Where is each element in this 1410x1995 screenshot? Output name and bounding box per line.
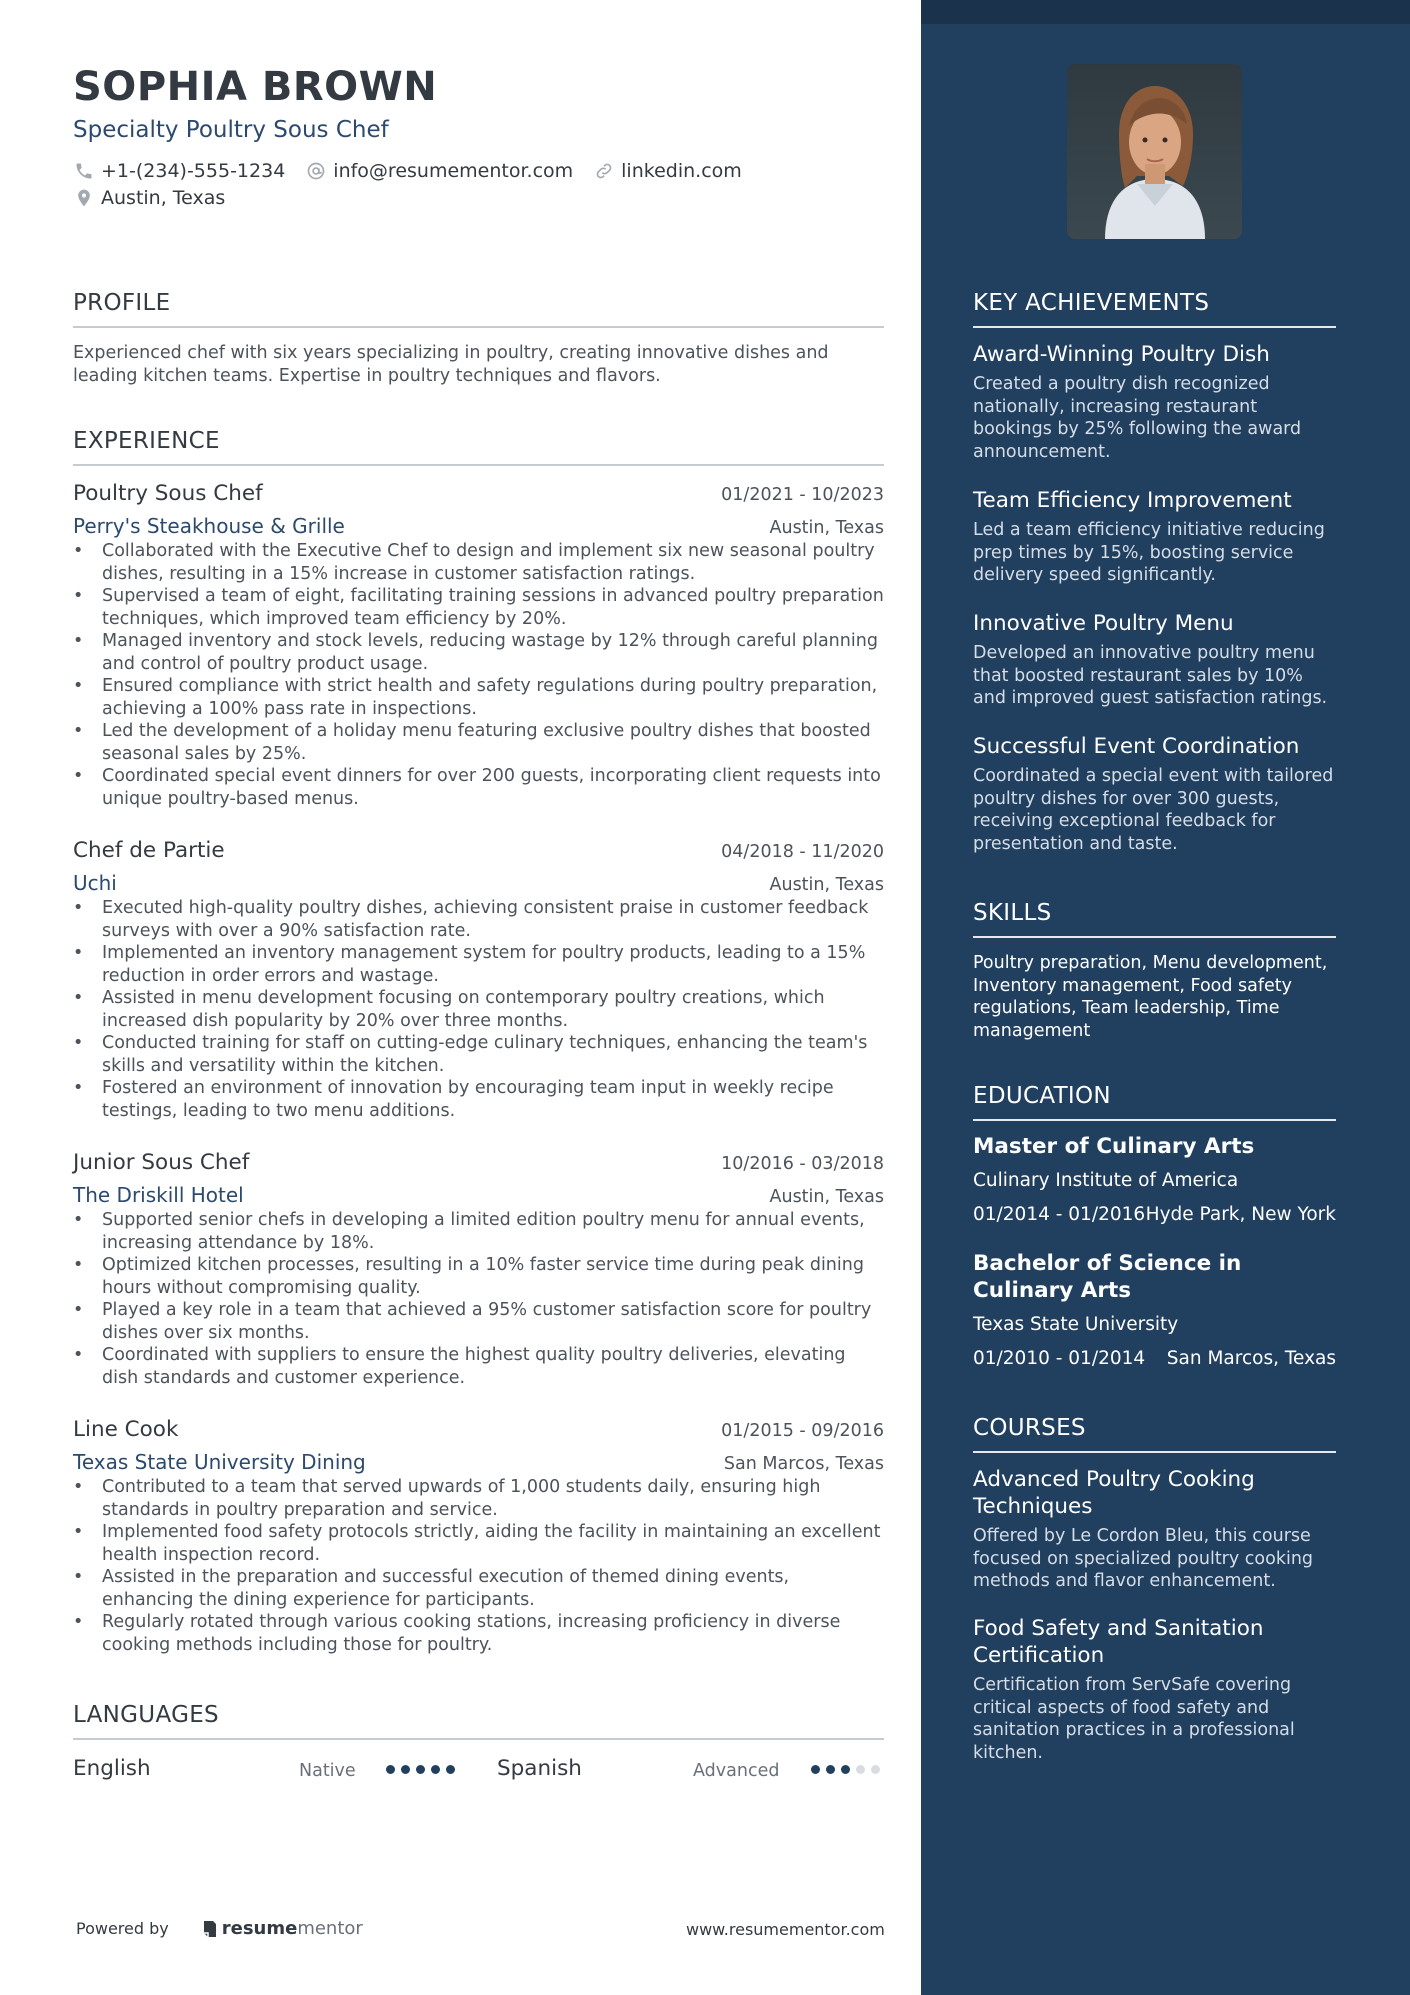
job-dates: 01/2015 - 09/2016 (721, 1421, 884, 1441)
job-bullet: • Conducted training for staff on cutting-edge culinary techniques, enhancing the team's skills and versatility within the kitchen. (73, 1032, 884, 1077)
achievement-desc: Coordinated a special event with tailored poultry dishes for over 300 guests, receiving exceptional feedback for presentation and taste. (973, 766, 1334, 854)
language-name: Spanish (497, 1756, 582, 1781)
job-bullet: • Optimized kitchen processes, resulting in a 10% faster service time during peak dining hours without compromising quality. (73, 1254, 884, 1299)
job-bullet: • Managed inventory and stock levels, reducing wastage by 12% through careful planning and control of poultry product usage. (73, 630, 884, 675)
email-contact[interactable] (305, 160, 573, 182)
course-item (973, 1615, 1336, 1764)
job-bullet: • Assisted in the preparation and successful execution of themed dining events, enhancing the dining experience for participants. (73, 1566, 884, 1611)
language-rating (386, 1765, 461, 1774)
job-title: Line Cook (73, 1417, 179, 1442)
brand-name-bold: resume (221, 1918, 298, 1939)
job-bullet: • Regularly rotated through various cooking stations, increasing proficiency in diverse cooking methods including those for poultry. (73, 1611, 884, 1656)
brand-mark-icon (201, 1919, 219, 1939)
achievement-desc: Led a team efficiency initiative reducing prep times by 15%, boosting service delivery speed significantly. (973, 520, 1325, 585)
education-location: Hyde Park, New York (1145, 1204, 1336, 1225)
course-item (973, 1466, 1336, 1593)
job-entry (73, 1150, 884, 1389)
achievements-heading: KEY ACHIEVEMENTS (973, 290, 1336, 328)
job-bullet: • Collaborated with the Executive Chef to design and implement six new seasonal poultry dishes, resulting in a 15% increase in customer satisfaction ratings. (73, 540, 884, 585)
education-location: San Marcos, Texas (1166, 1348, 1336, 1369)
footer-powered (76, 1918, 363, 1939)
profile-summary: Experienced chef with six years specializing in poultry, creating innovative dishes and leading kitchen teams. Expertise in poultry techniques and flavors. (73, 343, 829, 386)
at-icon (305, 160, 327, 182)
job-bullet: • Supervised a team of eight, facilitating training sessions in advanced poultry preparation techniques, which improved team efficiency by 20%. (73, 585, 884, 630)
education-degree: Master of Culinary Arts (973, 1134, 1255, 1159)
powered-by-text: Powered by (76, 1919, 169, 1938)
job-bullet: • Coordinated with suppliers to ensure the highest quality poultry deliveries, elevating dish standards and customer experience. (73, 1344, 884, 1389)
experience-heading: EXPERIENCE (73, 428, 884, 466)
achievement-title: Successful Event Coordination (973, 734, 1300, 759)
brand-name-light: mentor (297, 1918, 363, 1939)
job-bullets (73, 540, 884, 810)
brand-logo[interactable] (201, 1918, 363, 1939)
education-degree: Bachelor of Science in Culinary Arts (973, 1251, 1242, 1303)
profile-heading: PROFILE (73, 290, 884, 328)
education-item (973, 1133, 1336, 1225)
job-bullet: • Coordinated special event dinners for over 200 guests, incorporating client requests into unique poultry-based menus. (73, 765, 884, 810)
rating-dot-filled (826, 1765, 835, 1774)
language-level: Advanced (693, 1761, 780, 1781)
rating-dot-filled (431, 1765, 440, 1774)
achievement-item (973, 487, 1336, 587)
achievement-item (973, 733, 1336, 855)
candidate-role: Specialty Poultry Sous Chef (73, 117, 389, 143)
job-dates: 04/2018 - 11/2020 (721, 842, 884, 862)
job-title: Chef de Partie (73, 838, 225, 863)
achievement-item (973, 341, 1336, 463)
education-heading: EDUCATION (973, 1083, 1336, 1121)
skills-text: Poultry preparation, Menu development, Inventory management, Food safety regulations, Team leadership, Time management (973, 953, 1328, 1041)
achievement-title: Innovative Poultry Menu (973, 611, 1234, 636)
job-bullet: • Implemented an inventory management system for poultry products, leading to a 15% reduction in order errors and wastage. (73, 942, 884, 987)
job-bullet: • Executed high-quality poultry dishes, achieving consistent praise in customer feedback surveys with over a 90% satisfaction rate. (73, 897, 884, 942)
job-bullet: • Fostered an environment of innovation by encouraging team input in weekly recipe testings, leading to two menu additions. (73, 1077, 884, 1122)
location-contact (73, 187, 225, 209)
rating-dot-filled (811, 1765, 820, 1774)
location-text: Austin, Texas (101, 187, 226, 209)
footer-website[interactable]: www.resumementor.com (686, 1920, 885, 1939)
achievement-item (973, 610, 1336, 710)
job-title: Poultry Sous Chef (73, 481, 263, 506)
phone-contact[interactable] (73, 160, 285, 182)
language-level: Native (299, 1761, 356, 1781)
job-dates: 10/2016 - 03/2018 (721, 1154, 884, 1174)
courses-heading: COURSES (973, 1415, 1336, 1453)
rating-dot-filled (416, 1765, 425, 1774)
job-location: San Marcos, Texas (723, 1454, 884, 1474)
job-company: The Driskill Hotel (73, 1183, 244, 1207)
link-icon (593, 160, 615, 182)
profile-photo (1067, 64, 1242, 239)
job-bullets (73, 1209, 884, 1389)
course-desc: Certification from ServSafe covering critical aspects of food safety and sanitation practices in a professional kitchen. (973, 1675, 1295, 1763)
job-bullet: • Supported senior chefs in developing a limited edition poultry menu for annual events, increasing attendance by 18%. (73, 1209, 884, 1254)
phone-icon (73, 160, 95, 182)
rating-dot-empty (856, 1765, 865, 1774)
education-dates: 01/2014 - 01/2016 (973, 1204, 1146, 1225)
job-company: Uchi (73, 871, 117, 895)
email-text: info@resumementor.com (333, 160, 574, 182)
linkedin-contact[interactable] (593, 160, 742, 182)
job-location: Austin, Texas (769, 1187, 884, 1207)
job-location: Austin, Texas (769, 875, 884, 895)
achievement-title: Team Efficiency Improvement (973, 488, 1292, 513)
job-title: Junior Sous Chef (73, 1150, 250, 1175)
job-entry (73, 838, 884, 1122)
job-bullet: • Played a key role in a team that achieved a 95% customer satisfaction score for poultry dishes over six months. (73, 1299, 884, 1344)
location-pin-icon (73, 187, 95, 209)
candidate-name: SOPHIA BROWN (73, 64, 438, 110)
linkedin-text: linkedin.com (621, 160, 742, 182)
course-title: Food Safety and Sanitation Certification (973, 1616, 1264, 1668)
job-location: Austin, Texas (769, 518, 884, 538)
job-company: Perry's Steakhouse & Grille (73, 514, 345, 538)
languages-row (73, 1756, 884, 1786)
location-row (73, 187, 245, 209)
rating-dot-filled (401, 1765, 410, 1774)
rating-dot-filled (446, 1765, 455, 1774)
job-bullet: • Implemented food safety protocols strictly, aiding the facility in maintaining an excellent health inspection record. (73, 1521, 884, 1566)
education-item (973, 1250, 1336, 1369)
job-bullets (73, 897, 884, 1122)
language-name: English (73, 1756, 151, 1781)
education-school: Texas State University (973, 1314, 1179, 1335)
job-company: Texas State University Dining (73, 1450, 366, 1474)
language-rating (811, 1765, 886, 1774)
languages-heading: LANGUAGES (73, 1702, 884, 1740)
job-entry (73, 1417, 884, 1656)
achievement-desc: Developed an innovative poultry menu that boosted restaurant sales by 10% and improved guest satisfaction ratings. (973, 643, 1328, 708)
sidebar (921, 0, 1410, 1995)
job-dates: 01/2021 - 10/2023 (721, 485, 884, 505)
job-entry (73, 481, 884, 810)
course-title: Advanced Poultry Cooking Techniques (973, 1467, 1255, 1519)
job-bullet: • Ensured compliance with strict health and safety regulations during poultry preparation, achieving a 100% pass rate in inspections. (73, 675, 884, 720)
achievement-desc: Created a poultry dish recognized nationally, increasing restaurant bookings by 25% following the award announcement. (973, 374, 1302, 462)
skills-list (973, 952, 1336, 1042)
achievement-title: Award-Winning Poultry Dish (973, 342, 1270, 367)
phone-text: +1-(234)-555-1234 (101, 160, 286, 182)
sidebar-top-band (921, 0, 1410, 24)
job-bullets (73, 1476, 884, 1656)
rating-dot-filled (841, 1765, 850, 1774)
rating-dot-empty (871, 1765, 880, 1774)
education-dates: 01/2010 - 01/2014 (973, 1348, 1146, 1369)
job-bullet: • Contributed to a team that served upwards of 1,000 students daily, ensuring high standards in poultry preparation and service. (73, 1476, 884, 1521)
education-school: Culinary Institute of America (973, 1170, 1239, 1191)
job-bullet: • Assisted in menu development focusing on contemporary poultry creations, which increased dish popularity by 20% over three months. (73, 987, 884, 1032)
job-bullet: • Led the development of a holiday menu featuring exclusive poultry dishes that boosted seasonal sales by 25%. (73, 720, 884, 765)
rating-dot-filled (386, 1765, 395, 1774)
skills-heading: SKILLS (973, 900, 1336, 938)
course-desc: Offered by Le Cordon Bleu, this course focused on specialized poultry cooking methods and flavor enhancement. (973, 1526, 1314, 1591)
contact-row (73, 160, 762, 182)
